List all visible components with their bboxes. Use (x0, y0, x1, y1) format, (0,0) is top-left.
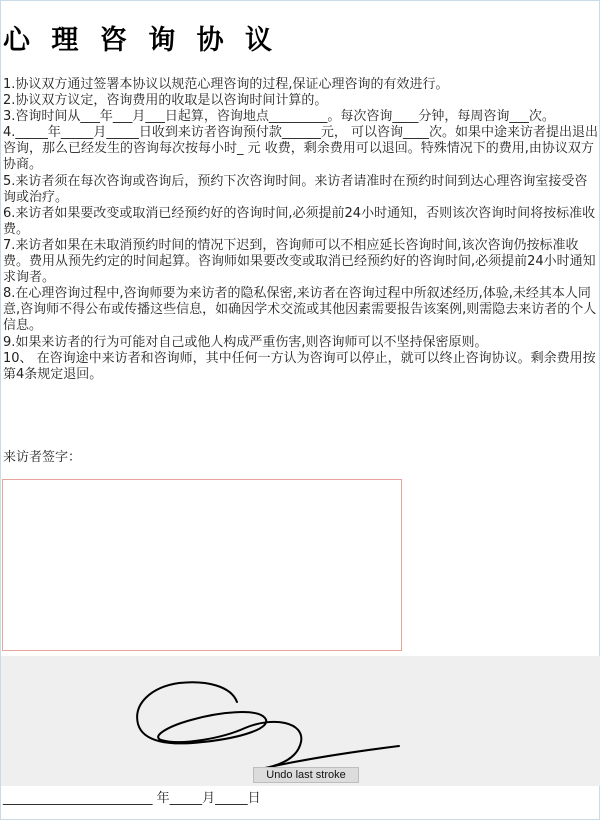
clause-9: 9.如果来访者的行为可能对自己或他人构成严重伤害,则咨询师可以不坚持保密原则。 (3, 334, 488, 350)
clause-3: 3.咨询时间从___年___月___日起算，咨询地点_________。每次咨询____分钟，每周咨询___次。 (3, 109, 555, 125)
clause-7: 7.来访者如果在未取消预约时间的情况下迟到，咨询师可以不相应延长咨询时间,该次咨询仍按标准收费。费用从预先约定的时间起算。咨询师如果要改变或取消已经预约好的咨询时间,必须提前24小时通知求询者。 (3, 237, 596, 286)
clause-10: 10、 在咨询途中来访者和咨询师，其中任何一方认为咨询可以停止，就可以终止咨询协议。剩余费用按第4条规定退回。 (3, 350, 596, 382)
signature-label: 来访者签字： (3, 450, 82, 465)
signature-input-box[interactable] (2, 479, 402, 651)
clause-5: 5.来访者须在每次咨询或咨询后，预约下次咨询时间。来访者请准时在预约时间到达心理咨询室接受咨询或治疗。 (3, 173, 588, 205)
clause-8: 8.在心理咨询过程中,咨询师要为来访者的隐私保密,来访者在咨询过程中所叙述经历,体验,未经其本人同意,咨询师不得公布或传播这些信息，如确因学术交流或其他因素需要报告该案例,则需隐去来访者的个人信息。 (3, 286, 597, 334)
agreement-clauses (3, 77, 599, 383)
document-title: 心 理 咨 询 协 议 (3, 25, 278, 56)
clause-2: 2.协议双方议定，咨询费用的收取是以咨询时间计算的。 (3, 93, 328, 109)
date-line: _______________________ 年_____月_____日 (3, 791, 261, 806)
clause-1: 1.协议双方通过签署本协议以规范心理咨询的过程,保证心理咨询的有效进行。 (3, 77, 449, 92)
clause-4: 4._____年_____月_____日收到来访者咨询预付款______元， 可以咨询____次。如果中途来访者提出退出咨询，那么已经发生的咨询每次按每小时_ 元 收费，剩余费用可以退回。特殊情况下的费用,由协议双方协商。 (3, 125, 599, 173)
clause-6: 6.来访者如果要改变或取消已经预约好的咨询时间,必须提前24小时通知，否则该次咨询时间将按标准收费。 (3, 205, 596, 237)
signature-stroke (137, 682, 399, 768)
undo-last-stroke-button[interactable]: Undo last stroke (253, 767, 359, 783)
